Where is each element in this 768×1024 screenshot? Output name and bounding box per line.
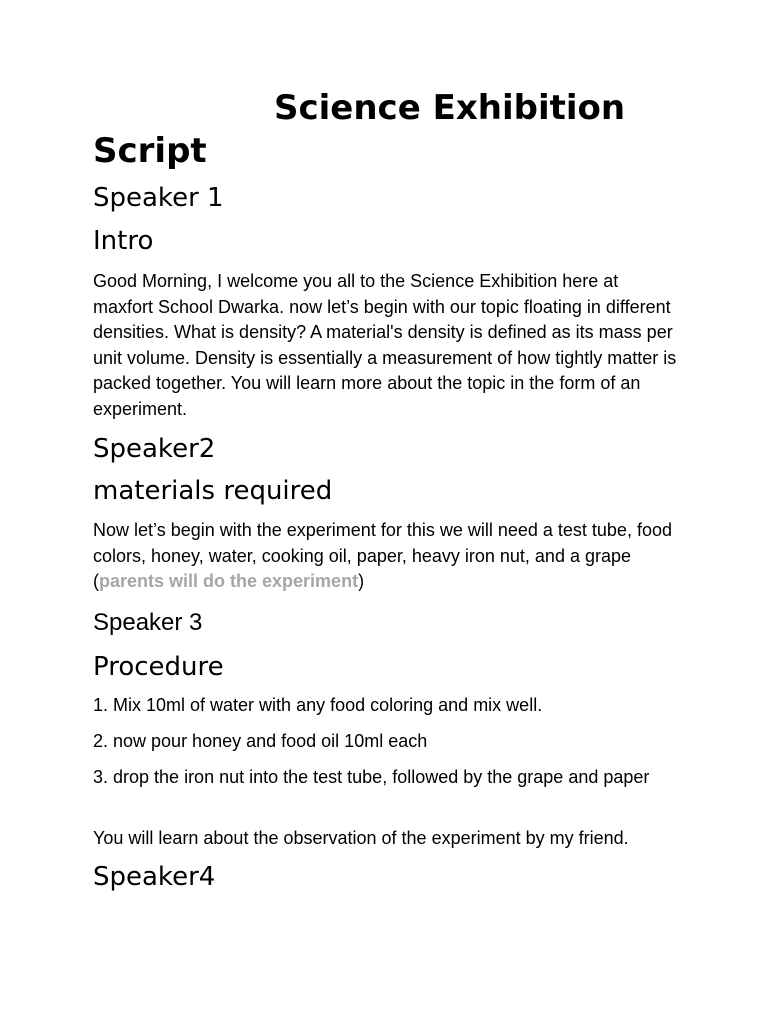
intro-heading: Intro xyxy=(93,226,154,256)
intro-paragraph: Good Morning, I welcome you all to the Science Exhibition here at maxfort School Dwarka. now let’s begin with our topic floating in different densities. What is density? A material's density is defined as its mass per unit volume. Density is essentially a measurement of how tightly matter is packed together. You will learn more about the topic in the form of an experiment. xyxy=(93,271,677,419)
procedure-heading: Procedure xyxy=(93,652,224,682)
materials-heading: materials required xyxy=(93,476,333,506)
document-title: Science Exhibition xyxy=(274,88,626,128)
parents-note: parents will do the experiment xyxy=(99,571,359,591)
document-title-continued: Script xyxy=(93,131,207,171)
materials-text: Now let’s begin with the experiment for this we will need a test tube, food colors, honey, water, cooking oil, paper, heavy iron nut, and a grape ( xyxy=(93,520,672,591)
procedure-step-3: 3. drop the iron nut into the test tube, followed by the grape and paper xyxy=(93,767,650,787)
speaker-2-heading: Speaker2 xyxy=(93,434,216,464)
speaker-4-heading: Speaker4 xyxy=(93,862,216,892)
procedure-step-2: 2. now pour honey and food oil 10ml each xyxy=(93,731,428,751)
observation-paragraph: You will learn about the observation of the experiment by my friend. xyxy=(93,828,629,848)
materials-text-end: ) xyxy=(358,571,365,591)
procedure-step-1: 1. Mix 10ml of water with any food coloring and mix well. xyxy=(93,695,543,715)
speaker-1-heading: Speaker 1 xyxy=(93,183,224,213)
speaker-3-heading: Speaker 3 xyxy=(93,609,203,636)
materials-paragraph xyxy=(93,518,678,595)
